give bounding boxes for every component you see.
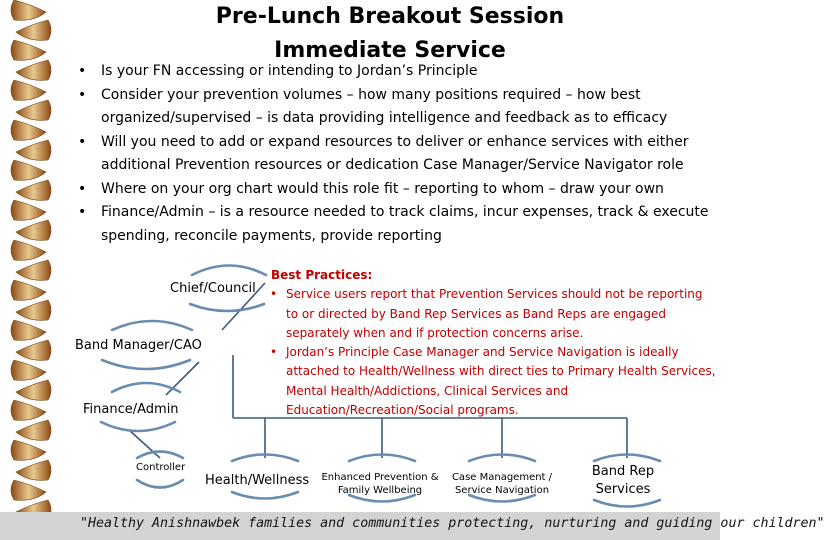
bullet-item: • Will you need to add or expand resources to deliver or enhance services with either additional Prevention resources or dedication Case Manager/Service Navigator role bbox=[78, 131, 718, 178]
band-node-bottom-arc bbox=[102, 360, 190, 369]
bullet-item: • Is your FN accessing or intending to Jordan’s Principle bbox=[78, 60, 718, 84]
chief-council-label: Chief/Council bbox=[170, 281, 256, 296]
best-practice-item: • Service users report that Prevention Services should not be reporting to or directed by Band Rep Services as Band Reps are engaged separately when and if protection concerns arise. bbox=[264, 285, 716, 343]
best-practices-box bbox=[264, 266, 716, 420]
band-manager-label: Band Manager/CAO bbox=[75, 338, 202, 353]
health-node-bottom-arc bbox=[232, 492, 298, 499]
chief-node-bottom-arc bbox=[190, 304, 264, 311]
best-practice-item: • Jordan’s Principle Case Manager and Service Navigation is ideally attached to Health/Wellness with direct ties to Primary Health Services, Mental Health/Addictions, Clinical Services and Education/Recreation/Social programs. bbox=[264, 343, 716, 420]
finance-admin-label: Finance/Admin bbox=[83, 402, 179, 417]
footer-motto-bar bbox=[0, 512, 825, 540]
bullet-item: • Where on your org chart would this role fit – reporting to whom – draw your own bbox=[78, 178, 718, 202]
band-node-top-arc bbox=[112, 321, 192, 330]
enhanced-prevention-label: Enhanced Prevention & Family Wellbeing bbox=[321, 472, 439, 496]
bullet-item: • Finance/Admin – is a resource needed to track claims, incur expenses, track & execute spending, reconcile payments, provide reporting bbox=[78, 201, 718, 248]
best-practices-list bbox=[264, 285, 716, 420]
bullet-item: • Consider your prevention volumes – how many positions required – how best organized/supervised – is data providing intelligence and feedback as to efficacy bbox=[78, 84, 718, 131]
health-wellness-label: Health/Wellness bbox=[205, 473, 310, 488]
controller-label: Controller bbox=[136, 462, 186, 473]
title-line-2: Immediate Service bbox=[274, 38, 506, 63]
chief-node-top-arc bbox=[192, 266, 266, 276]
case-management-label: Case Management / Service Navigation bbox=[451, 472, 553, 496]
finance-node-bottom-arc bbox=[101, 422, 175, 431]
best-practices-heading: Best Practices: bbox=[271, 268, 373, 282]
controller-node-bottom-arc bbox=[137, 480, 183, 488]
bandrep-node-bottom-arc bbox=[594, 500, 660, 507]
title-line-1: Pre-Lunch Breakout Session bbox=[215, 4, 565, 29]
band-rep-services-label: Band Rep Services bbox=[591, 464, 655, 497]
footer-motto-text: "Healthy Anishnawbek families and communities protecting, nurturing and guiding our children" bbox=[80, 516, 825, 531]
